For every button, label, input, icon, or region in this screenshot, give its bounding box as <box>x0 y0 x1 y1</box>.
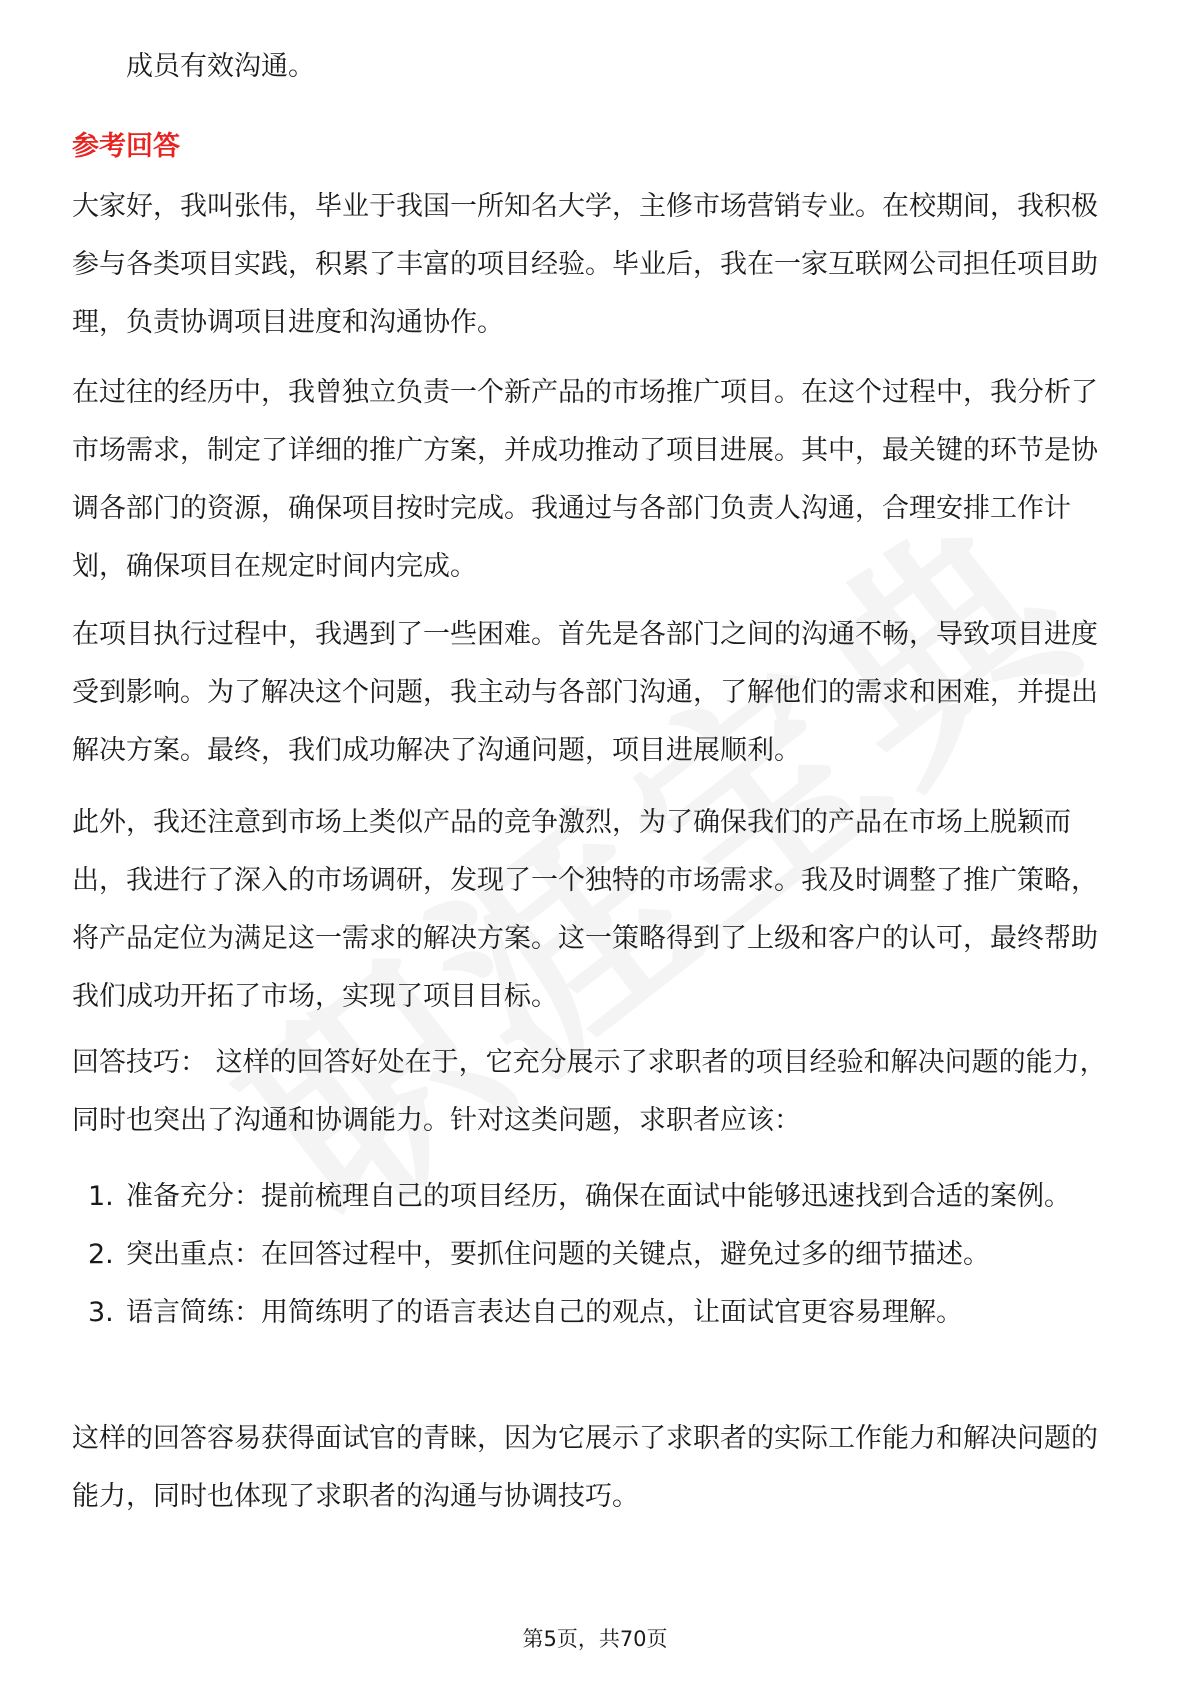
section-heading: 参考回答 <box>72 131 180 162</box>
tips-intro: 回答技巧： 这样的回答好处在于，它充分展示了求职者的项目经验和解决问题的能力，同时也突出了沟通和协调能力。针对这类问题，求职者应该： <box>72 1047 1107 1136</box>
continued-text: 成员有效沟通。 <box>126 51 315 82</box>
list-text: 准备充分：提前梳理自己的项目经历，确保在面试中能够迅速找到合适的案例。 <box>126 1181 1071 1212</box>
list-item <box>72 1226 1122 1284</box>
list-number: 1. <box>88 1181 114 1212</box>
list-item <box>72 1168 1122 1226</box>
list-item <box>72 1284 1122 1342</box>
list-number: 2. <box>88 1239 114 1270</box>
tips-list <box>72 1168 1122 1342</box>
list-text: 突出重点：在回答过程中，要抓住问题的关键点，避免过多的细节描述。 <box>126 1239 990 1270</box>
list-number: 3. <box>88 1297 114 1328</box>
paragraph-3: 在项目执行过程中，我遇到了一些困难。首先是各部门之间的沟通不畅，导致项目进度受到影响。为了解决这个问题，我主动与各部门沟通，了解他们的需求和困难，并提出解决方案。最终，我们成功解决了沟通问题，项目进展顺利。 <box>72 619 1098 766</box>
paragraph-2: 在过往的经历中，我曾独立负责一个新产品的市场推广项目。在这个过程中，我分析了市场需求，制定了详细的推广方案，并成功推动了项目进展。其中，最关键的环节是协调各部门的资源，确保项目按时完成。我通过与各部门负责人沟通，合理安排工作计划，确保项目在规定时间内完成。 <box>72 377 1098 582</box>
paragraph-1: 大家好，我叫张伟，毕业于我国一所知名大学，主修市场营销专业。在校期间，我积极参与各类项目实践，积累了丰富的项目经验。毕业后，我在一家互联网公司担任项目助理，负责协调项目进度和沟通协作。 <box>72 191 1098 338</box>
closing-paragraph: 这样的回答容易获得面试官的青睐，因为它展示了求职者的实际工作能力和解决问题的能力，同时也体现了求职者的沟通与协调技巧。 <box>72 1423 1098 1512</box>
paragraph-4: 此外，我还注意到市场上类似产品的竞争激烈，为了确保我们的产品在市场上脱颖而出，我进行了深入的市场调研，发现了一个独特的市场需求。我及时调整了推广策略，将产品定位为满足这一需求的解决方案。这一策略得到了上级和客户的认可，最终帮助我们成功开拓了市场，实现了项目目标。 <box>72 807 1098 1012</box>
list-text: 语言简练：用简练明了的语言表达自己的观点，让面试官更容易理解。 <box>126 1297 963 1328</box>
page-number: 第5页，共70页 <box>522 1627 668 1651</box>
